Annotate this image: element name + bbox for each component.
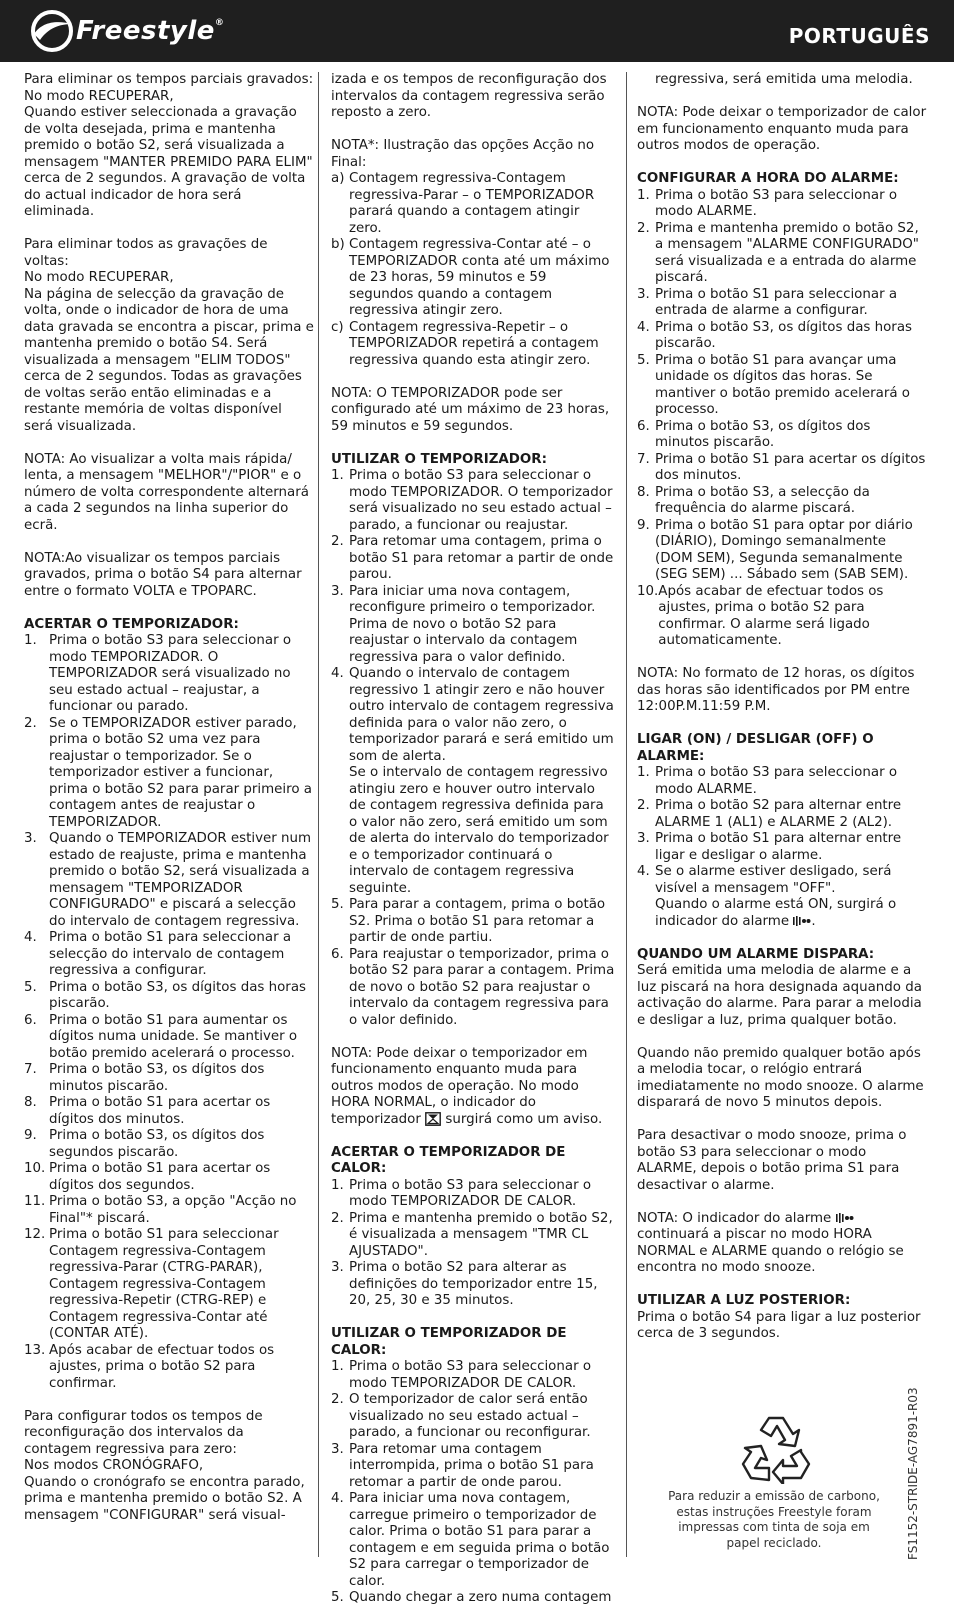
section-heading: LIGAR (ON) / DESLIGAR (OFF) O ALARME: xyxy=(637,732,874,764)
list-item xyxy=(24,930,314,980)
list-item xyxy=(24,980,314,1013)
list-item-text: Prima o botão S3, os dígitos dos minutos piscarão. xyxy=(655,418,871,450)
list-item-text: Prima o botão S3, os dígitos das horas piscarão. xyxy=(49,979,306,1011)
list-item-number: c) xyxy=(331,319,344,335)
list-item xyxy=(637,452,927,485)
list-item xyxy=(637,584,927,650)
list-item-text: Prima o botão S3, os dígitos dos minutos piscarão. xyxy=(49,1062,265,1094)
list-item xyxy=(24,1227,314,1343)
paragraph: Quando não premido qualquer botão após a melodia tocar, o relógio entrará imediatamente no modo snooze. O alarme disparará de novo 5 minutos depois. xyxy=(637,1045,924,1110)
list-item xyxy=(637,765,927,798)
list-item xyxy=(637,419,927,452)
list-item-number: 2. xyxy=(331,1210,344,1226)
page-header xyxy=(0,0,954,62)
list-item-text: Se o TEMPORIZADOR estiver parado, prima o botão S2 uma vez para reajustar o temporizador. Se o temporizador estiver a funcionar, prima o botão S2 para parar primeiro a contagem antes de reajustar o TEMPORIZADOR. xyxy=(49,715,313,830)
steps-list xyxy=(637,864,927,930)
steps-list xyxy=(331,468,615,1029)
hourglass-timer-icon xyxy=(425,1112,441,1126)
list-item xyxy=(24,1194,314,1227)
list-item-number: 1. xyxy=(637,765,650,780)
list-item-text: Prima e mantenha premido o botão S2, é visualizada a mensagem "TMR CL AJUSTADO". xyxy=(349,1210,613,1259)
steps-list xyxy=(331,1359,615,1607)
list-item xyxy=(637,188,927,221)
list-item-text: Para retomar uma contagem, prima o botão S1 para retomar a partir de onde parou. xyxy=(349,534,614,582)
paragraph: Para eliminar todos as gravações de voltas: No modo RECUPERAR, Na página de selecção da gravação de volta, onde o indicador de hora de uma data gravada se encontra a piscar, prima e mantenha premido o botão S4. Será visualizada a mensagem "ELIM TODOS" cerca de 2 segundos. Todas as gravações de voltas serão então eliminadas e a restante memória de voltas disponível será visualizada. xyxy=(24,237,314,434)
section-heading: UTILIZAR A LUZ POSTERIOR: xyxy=(637,1293,851,1308)
steps-list xyxy=(637,188,927,650)
list-item-number: 1. xyxy=(331,468,344,483)
list-item xyxy=(637,798,927,831)
list-item-number: 5. xyxy=(24,979,37,995)
column-3 xyxy=(637,72,927,1359)
list-item xyxy=(331,468,615,534)
list-item-number: 3. xyxy=(331,583,344,599)
list-item-number: 2. xyxy=(331,1392,344,1407)
list-item xyxy=(331,1590,615,1607)
list-item-text: Para iniciar uma nova contagem, carregue primeiro o temporizador de calor. Prima o botão S1 para parar a contagem e em seguida prima o botão S2 para carregar o temporizador de calor. xyxy=(349,1491,610,1589)
list-item-text: Prima o botão S3 para seleccionar o modo TEMPORIZADOR DE CALOR. xyxy=(349,1359,592,1391)
list-item-number: 4. xyxy=(331,1491,344,1506)
recycle-icon xyxy=(739,1412,813,1484)
list-item-number: 1. xyxy=(331,1359,344,1374)
list-item-number: 2. xyxy=(637,220,650,236)
section-heading: QUANDO UM ALARME DISPARA: xyxy=(637,946,875,962)
list-item xyxy=(331,1359,615,1392)
list-item-text: Prima o botão S1 para avançar uma unidade os dígitos das horas. Se mantiver o botão premido acelerará o processo. xyxy=(655,352,910,417)
list-item-text: Quando o TEMPORIZADOR estiver num estado de reajuste, prima e mantenha premido o botão S2, será visualizada a mensagem "TEMPORIZADOR CONFIGURADO" e piscará a selecção do intervalo de contagem regressiva. xyxy=(49,831,312,929)
note-paragraph: NOTA: O TEMPORIZADOR pode ser configurado até um máximo de 23 horas, 59 minutos e 59 segundos. xyxy=(331,385,610,434)
list-item xyxy=(637,287,927,320)
list-item-number: 5. xyxy=(331,897,344,912)
list-item-number: 4. xyxy=(637,319,650,335)
list-item-text: Quando o intervalo de contagem regressivo 1 atingir zero e não houver outro intervalo de contagem regressiva definida para o valor não zero, o temporizador parará e será emitido um som de alerta. Se o intervalo de contagem regressivo atingiu zero e houver outro intervalo de contagem regressiva definida para o valor não zero, será emitido um som de alerta do intervalo do temporizador e o temporizador continuará o intervalo de contagem regressiva seguinte. xyxy=(349,666,614,896)
list-item xyxy=(637,221,927,287)
list-item-number: 4. xyxy=(331,666,344,681)
list-item-number: 3. xyxy=(637,286,650,302)
paragraph: izada e os tempos de reconfiguração dos intervalos da contagem regressiva serão reposto a zero. xyxy=(331,72,607,120)
column-divider-1 xyxy=(318,72,319,1557)
list-item-text: Prima o botão S1 para acertar os dígitos dos segundos. xyxy=(49,1161,271,1193)
section-heading: UTILIZAR O TEMPORIZADOR: xyxy=(331,451,547,467)
list-item-number: 1. xyxy=(637,187,650,203)
list-item xyxy=(331,171,615,237)
list-item xyxy=(331,1260,615,1310)
list-item-text: Prima o botão S1 para optar por diário (DIÁRIO), Domingo semanalmente (DOM SEM), Segunda semanalmente (SEG SEM) ... Sábado sem (SAB SEM). xyxy=(655,517,913,582)
note-paragraph: NOTA: O indicador do alarme continuará a piscar no modo HORA NORMAL e ALARME quando o relógio se encontra no modo snooze. xyxy=(637,1210,904,1275)
list-item xyxy=(637,831,927,864)
list-item xyxy=(331,1491,615,1590)
list-item xyxy=(331,666,615,897)
paragraph: Será emitida uma melodia de alarme e a luz piscará na hora designada aquando da activação do alarme. Para parar a melodia e desligar a luz, prima qualquer botão. xyxy=(637,963,922,1028)
footer-note: Para reduzir a emissão de carbono, estas instruções Freestyle foram impressas com tinta de soja em papel reciclado. xyxy=(668,1489,880,1550)
list-item xyxy=(331,1211,615,1261)
list-item-number: 5. xyxy=(637,352,650,368)
list-item-number: 8. xyxy=(24,1095,37,1110)
list-item-text: Contagem regressiva-Contar até – o TEMPORIZADOR conta até um máximo de 23 horas, 59 minutos e 59 segundos quando a contagem regressiva atingir zero. xyxy=(349,237,610,318)
section-heading: CONFIGURAR A HORA DO ALARME: xyxy=(637,171,899,186)
note-paragraph: NOTA: Pode deixar o temporizador de calor em funcionamento enquanto muda para outros modos de operação. xyxy=(637,105,927,153)
section-heading: ACERTAR O TEMPORIZADOR: xyxy=(24,616,239,632)
alarm-bell-icon xyxy=(793,916,811,926)
list-item xyxy=(24,716,314,832)
list-item-text: Prima o botão S3 para seleccionar o modo ALARME. xyxy=(655,187,898,219)
list-item-number: 1. xyxy=(331,1177,344,1193)
brand-name: Freestyle® xyxy=(76,16,225,46)
list-item-text: Contagem regressiva-Repetir – o TEMPORIZADOR repetirá a contagem regressiva quando esta atingir zero. xyxy=(349,319,599,368)
list-item xyxy=(331,897,615,947)
list-item: 4. Se o alarme estiver desligado, será visível a mensagem "OFF". Quando o alarme está ON, surgirá o indicador do alarme . xyxy=(637,864,897,929)
list-item-number: 3. xyxy=(331,1441,344,1457)
list-item-text: Prima o botão S1 para seleccionar a entrada de alarme a configurar. xyxy=(655,286,898,318)
list-item-number: 13. xyxy=(24,1342,46,1358)
list-item xyxy=(24,1062,314,1095)
steps-list xyxy=(24,633,314,1392)
paragraph: Para configurar todos os tempos de reconfiguração dos intervalos da contagem regressiva para zero: Nos modos CRONÓGRAFO, Quando o cronógrafo se encontra parado, prima e mantenha premido o botão S2. A mensagem "CONFIGURAR" será visual- xyxy=(24,1408,305,1523)
list-item-text: Após acabar de efectuar todos os ajustes, prima o botão S2 para confirmar. xyxy=(49,1342,275,1391)
list-item-number: 7. xyxy=(637,451,650,467)
steps-list xyxy=(637,765,927,864)
list-item-text: Prima o botão S3, os dígitos das horas piscarão. xyxy=(655,319,912,351)
list-item-number: a) xyxy=(331,171,345,186)
list-item-text: Prima o botão S3, a selecção da frequência do alarme piscará. xyxy=(655,484,870,516)
column-2 xyxy=(331,72,615,1623)
list-item-number: 2. xyxy=(637,798,650,813)
list-item-text: Prima o botão S3 para seleccionar o modo ALARME. xyxy=(655,765,898,797)
list-item-number: 9. xyxy=(24,1128,37,1143)
list-item xyxy=(331,1392,615,1442)
list-item-number: 6. xyxy=(24,1012,37,1028)
list-item xyxy=(331,534,615,584)
list-item-number: 4. xyxy=(24,930,37,945)
list-item-text: Prima o botão S1 para alternar entre ligar e desligar o alarme. xyxy=(655,831,902,863)
list-item-text: Quando chegar a zero numa contagem xyxy=(349,1590,612,1605)
list-item-number: 10. xyxy=(24,1161,46,1176)
list-item xyxy=(331,947,615,1030)
column-divider-2 xyxy=(626,72,627,1557)
brand-logo xyxy=(30,6,224,56)
list-item-number: 12. xyxy=(24,1227,46,1242)
list-item-number: 6. xyxy=(331,946,344,962)
list-item-text: O temporizador de calor será então visualizado no seu estado actual – parado, a funcionar ou reconfigurar. xyxy=(349,1392,591,1440)
list-item xyxy=(24,1343,314,1393)
list-item-text: Prima o botão S1 para acertar os dígitos dos minutos. xyxy=(655,451,926,483)
note-paragraph: NOTA: Ao visualizar a volta mais rápida/ lenta, a mensagem "MELHOR"/"PIOR" e o número de volta correspondente alternará a cada 2 segundos na linha superior do ecrã. xyxy=(24,451,309,533)
list-item xyxy=(24,1095,314,1128)
list-item xyxy=(331,320,615,370)
list-item-text: Prima e mantenha premido o botão S2, a mensagem "ALARME CONFIGURADO" será visualizada e a entrada do alarme piscará. xyxy=(655,220,919,285)
list-item-text: Contagem regressiva-Contagem regressiva-Parar – o TEMPORIZADOR parará quando a contagem atingir zero. xyxy=(349,171,595,236)
list-item xyxy=(331,1442,615,1492)
list-item-text: Após acabar de efectuar todos os ajustes, prima o botão S2 para confirmar. O alarme será ligado automaticamente. xyxy=(658,583,884,648)
list-item xyxy=(24,1128,314,1161)
list-item-number: 10. xyxy=(637,583,659,599)
list-item-number: 1. xyxy=(24,633,37,648)
section-heading: ACERTAR O TEMPORIZADOR DE CALOR: xyxy=(331,1144,566,1176)
list-item-text: Prima o botão S1 para seleccionar Contagem regressiva-Contagem regressiva-Parar (CTRG-PARAR), Contagem regressiva-Contagem regressiva-Repetir (CTRG-REP) e Contagem regressiva-Contar até (CONTAR ATÉ). xyxy=(49,1227,279,1341)
list-item-number: 2. xyxy=(331,534,344,549)
note-paragraph: NOTA:Ao visualizar os tempos parciais gravados, prima o botão S4 para alternar entre o formato VOLTA e TPOPARC. xyxy=(24,550,302,599)
list-item-number: 3. xyxy=(24,831,37,846)
options-list xyxy=(331,171,615,369)
list-item xyxy=(637,353,927,419)
list-item-number: b) xyxy=(331,237,345,252)
section-heading: UTILIZAR O TEMPORIZADOR DE CALOR: xyxy=(331,1326,567,1358)
list-item xyxy=(24,831,314,930)
list-item xyxy=(637,518,927,584)
note-paragraph: NOTA*: Ilustração das opções Acção no Final: xyxy=(331,138,595,170)
list-item xyxy=(331,237,615,320)
list-item xyxy=(331,1178,615,1211)
list-item-text: Prima o botão S3, a opção "Acção no Final"* piscará. xyxy=(49,1194,297,1226)
language-label: PORTUGUÊS xyxy=(788,24,930,48)
paragraph: regressiva, será emitida uma melodia. xyxy=(655,72,913,87)
list-item xyxy=(24,1013,314,1063)
list-item-number: 6. xyxy=(637,418,650,434)
paragraph: Para eliminar os tempos parciais gravados: No modo RECUPERAR, Quando estiver seleccionada a gravação de volta desejada, prima e mantenha premido o botão S2, será visualizada a mensagem "MANTER PREMIDO PARA ELIM" cerca de 2 segundos. A gravação de volta do actual indicador de hora será eliminada. xyxy=(24,72,314,219)
list-item-text: Prima o botão S1 para seleccionar a selecção do intervalo de contagem regressiva a configurar. xyxy=(49,930,292,978)
list-item-text: Prima o botão S3 para seleccionar o modo TEMPORIZADOR DE CALOR. xyxy=(349,1177,592,1209)
list-item-text: Para parar a contagem, prima o botão S2. Prima o botão S1 para retomar a partir de onde partiu. xyxy=(349,897,606,945)
note-paragraph: NOTA: Pode deixar o temporizador em funcionamento enquanto muda para outros modos de operação. No modo HORA NORMAL, o indicador do temporizador surgirá como um aviso. xyxy=(331,1045,603,1127)
paragraph: Para desactivar o modo snooze, prima o botão S3 para seleccionar o modo ALARME, depois o botão prima S1 para desactivar o alarme. xyxy=(637,1128,907,1193)
list-item-number: 7. xyxy=(24,1062,37,1077)
list-item xyxy=(24,633,314,716)
list-item-text: Para retomar uma contagem interrompida, prima o botão S1 para retomar a partir de onde parou. xyxy=(349,1441,594,1490)
list-item-number: 2. xyxy=(24,715,37,731)
paragraph: Prima o botão S4 para ligar a luz posterior cerca de 3 segundos. xyxy=(637,1309,921,1341)
list-item-text: Prima o botão S1 para acertar os dígitos dos minutos. xyxy=(49,1095,271,1127)
list-item-text: Para iniciar uma nova contagem, reconfigure primeiro o temporizador. Prima de novo o botão S2 para reajustar o intervalo da contagem regressiva para o valor definido. xyxy=(349,583,596,665)
list-item-text: Para reajustar o temporizador, prima o botão S2 para parar a contagem. Prima de novo o botão S2 para reajustar o intervalo da contagem regressiva para o valor definido. xyxy=(349,946,615,1028)
list-item-text: Prima o botão S3 para seleccionar o modo TEMPORIZADOR. O temporizador será visualizado no seu estado actual – parado, a funcionar ou reajustar. xyxy=(349,468,613,533)
list-item xyxy=(331,584,615,667)
list-item xyxy=(24,1161,314,1194)
column-1 xyxy=(24,72,314,1541)
list-item-number: 9. xyxy=(637,517,650,533)
list-item-text: Prima o botão S2 para alternar entre ALARME 1 (AL1) e ALARME 2 (AL2). xyxy=(655,798,902,830)
list-item-text: Prima o botão S2 para alterar as definições do temporizador entre 15, 20, 25, 30 e 35 minutos. xyxy=(349,1260,598,1308)
alarm-bell-icon xyxy=(836,1213,854,1223)
list-item xyxy=(637,320,927,353)
list-item-number: 3. xyxy=(637,831,650,846)
list-item-number: 3. xyxy=(331,1260,344,1275)
list-item xyxy=(637,485,927,518)
list-item-text: Prima o botão S1 para aumentar os dígitos numa unidade. Se mantiver o botão premido acelerará o processo. xyxy=(49,1012,298,1061)
list-item-text: Prima o botão S3, os dígitos dos segundos piscarão. xyxy=(49,1128,265,1160)
list-item-text: Prima o botão S3 para seleccionar o modo TEMPORIZADOR. O TEMPORIZADOR será visualizado no seu estado actual – reajustar, a funcionar ou parado. xyxy=(49,633,292,714)
steps-list xyxy=(331,1178,615,1310)
freestyle-swoosh-logo xyxy=(30,8,74,54)
list-item-number: 11. xyxy=(24,1194,46,1209)
list-item-number: 8. xyxy=(637,484,650,500)
list-item-number: 5. xyxy=(331,1590,344,1605)
note-paragraph: NOTA: No formato de 12 horas, os dígitos das horas são identificados por PM entre 12:00P.M.11:59 P.M. xyxy=(637,666,915,714)
document-id: FS1152-STRIDE-AG7891-R03 xyxy=(906,1387,920,1560)
